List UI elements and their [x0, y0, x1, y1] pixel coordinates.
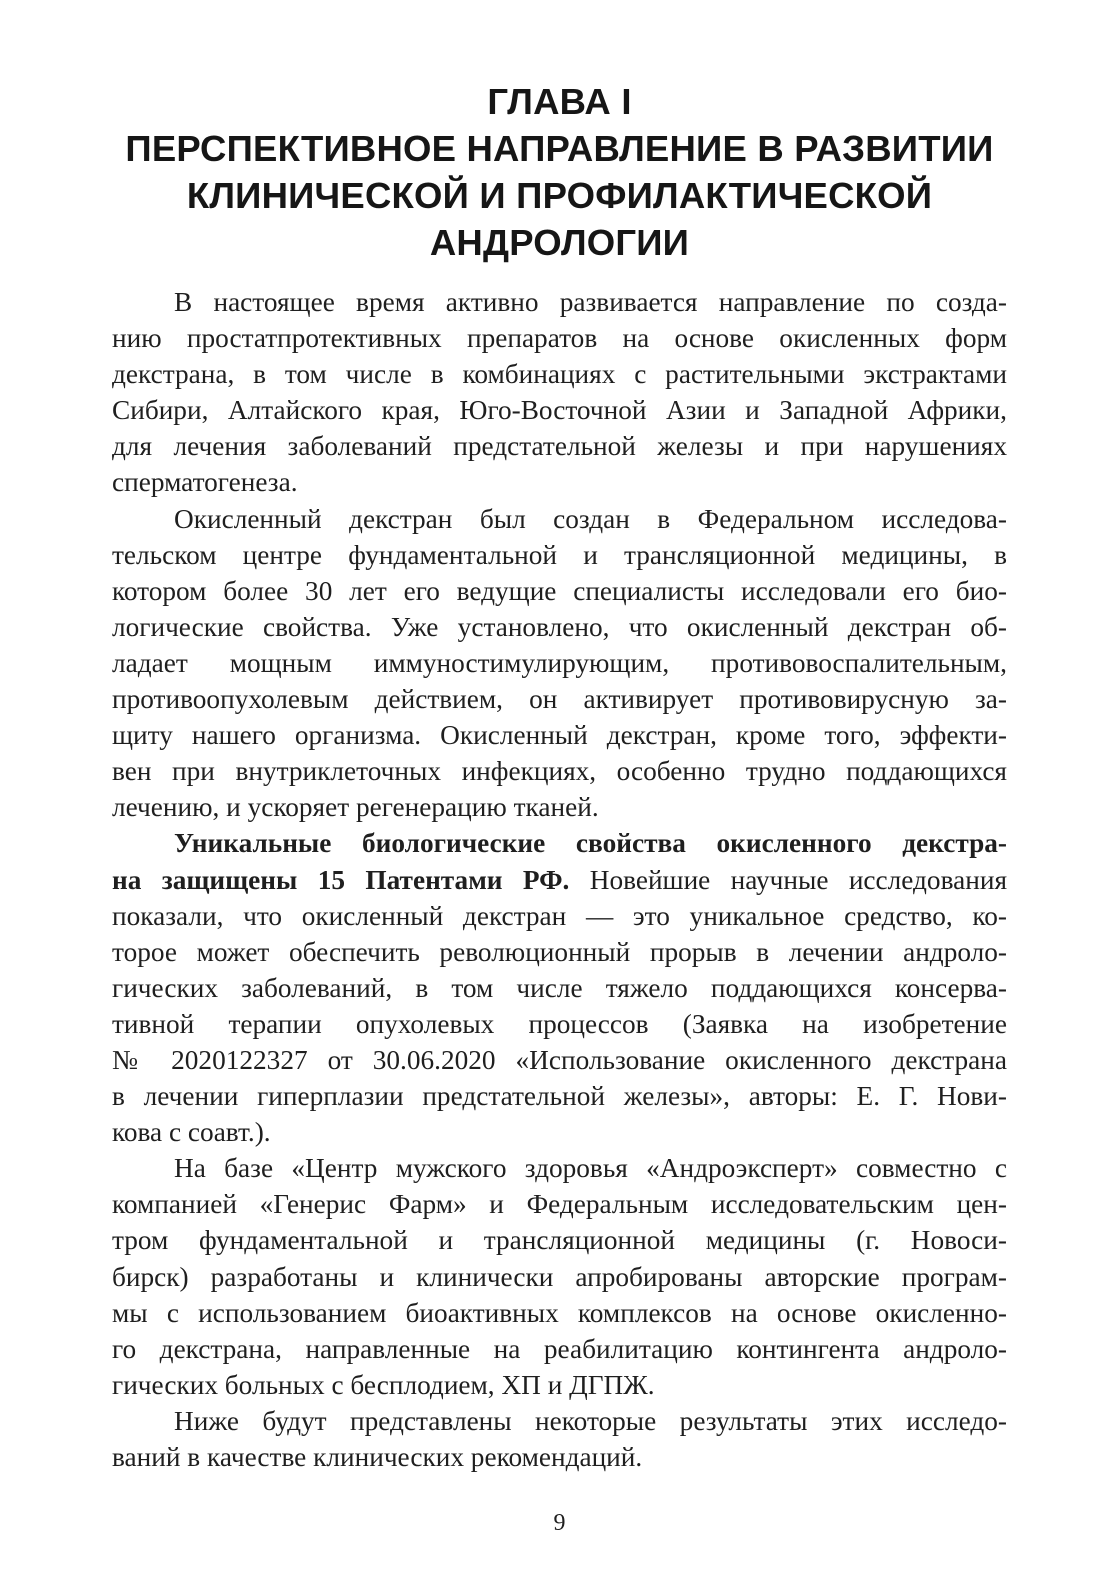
chapter-title-line-1: ПЕРСПЕКТИВНОЕ НАПРАВЛЕНИЕ В РАЗВИТИИ: [125, 128, 994, 169]
text-line: котором более 30 лет его ведущие специалисты исследовали его био-: [112, 575, 1007, 606]
text-line: показали, что окисленный декстран — это уникальное средство, ко-: [112, 900, 1007, 931]
text-line: [112, 862, 1007, 898]
text-line: в лечении гиперплазии предстательной железы», авторы: Е. Г. Нови-: [112, 1081, 1007, 1112]
text-line: гических больных с бесплодием, ХП и ДГПЖ.: [112, 1369, 655, 1400]
text-line: лечению, и ускоряет регенерацию тканей.: [112, 792, 599, 823]
page-number: 9: [553, 1510, 566, 1536]
text-line: противоопухолевым действием, он активирует противовирусную за-: [112, 684, 1007, 715]
text-line: для лечения заболеваний предстательной железы и при нарушениях: [112, 431, 1007, 462]
chapter-title-line-3: АНДРОЛОГИИ: [429, 222, 690, 263]
chapter-heading: [112, 78, 1007, 266]
text-line: гических заболеваний, в том числе тяжело поддающихся консерва-: [112, 972, 1007, 1003]
text-line: ваний в качестве клинических рекомендаций.: [112, 1442, 643, 1472]
text-line: В настоящее время активно развивается направление по созда-: [174, 287, 1007, 317]
text-line: логические свойства. Уже установлено, что окисленный декстран об-: [112, 611, 1007, 642]
bold-text: Уникальные биологические свойства окисленного декстра-: [174, 828, 1007, 859]
text-line: мы с использованием биоактивных комплексов на основе окисленно-: [112, 1297, 1007, 1328]
text-line: Ниже будут представлены некоторые результаты этих исследо-: [174, 1405, 1007, 1436]
paragraph-4: [112, 1150, 1007, 1403]
text-line: Окисленный декстран был создан в Федеральном исследова-: [174, 503, 1007, 534]
paragraph-2: [112, 501, 1007, 826]
text-line: торое может обеспечить революционный прорыв в лечении андроло-: [112, 936, 1007, 967]
text-line: бирск) разработаны и клинически апробированы авторские програм-: [112, 1261, 1007, 1292]
text-line: сперматогенеза.: [112, 467, 298, 498]
text-line: щиту нашего организма. Окисленный декстран, кроме того, эффекти-: [112, 720, 1007, 751]
chapter-label: ГЛАВА I: [487, 81, 632, 122]
bold-text: на защищены 15 Патентами РФ.: [112, 864, 570, 895]
text-line: го декстрана, направленные на реабилитацию контингента андроло-: [112, 1333, 1007, 1364]
text-line: декстрана, в том числе в комбинациях с растительными экстрактами: [112, 359, 1007, 390]
text-line: [112, 825, 1007, 861]
text-line: тельском центре фундаментальной и трансляционной медицины, в: [112, 539, 1007, 570]
chapter-title-line-2: КЛИНИЧЕСКОЙ И ПРОФИЛАКТИЧЕСКОЙ: [186, 175, 933, 216]
text-line: нию простатпротективных препаратов на основе окисленных форм: [112, 323, 1007, 354]
paragraph-3: [112, 825, 1007, 1150]
paragraph-5: [112, 1403, 1007, 1475]
body-text: [112, 284, 1007, 1475]
text-line: вен при внутриклеточных инфекциях, особенно трудно поддающихся: [112, 756, 1007, 787]
text-line: Сибири, Алтайского края, Юго-Восточной Азии и Западной Африки,: [112, 395, 1007, 426]
text-line: тром фундаментальной и трансляционной медицины (г. Новоси-: [112, 1225, 1007, 1256]
text-run: Новейшие научные исследования: [569, 864, 1007, 895]
text-line: компанией «Генерис Фарм» и Федеральным исследовательским цен-: [112, 1189, 1007, 1220]
text-line: № 2020122327 от 30.06.2020 «Использование окисленного декстрана: [112, 1044, 1007, 1075]
text-line: тивной терапии опухолевых процессов (Заявка на изобретение: [112, 1008, 1007, 1039]
paragraph-1: [112, 284, 1007, 501]
text-line: На базе «Центр мужского здоровья «Андроэксперт» совместно с: [174, 1153, 1007, 1184]
text-line: ладает мощным иммуностимулирующим, противовоспалительным,: [112, 647, 1007, 678]
text-line: кова с соавт.).: [112, 1117, 271, 1148]
